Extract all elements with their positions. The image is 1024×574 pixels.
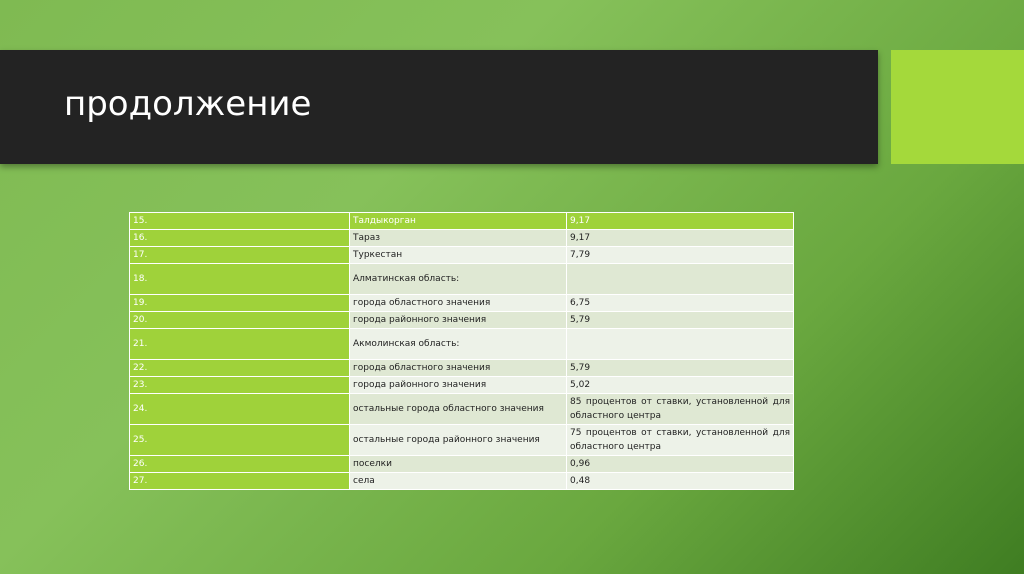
row-number: 24. xyxy=(130,394,350,425)
table-row xyxy=(130,230,794,247)
row-value: 9,17 xyxy=(567,230,794,247)
row-name: города областного значения xyxy=(350,360,567,377)
row-value xyxy=(567,264,794,295)
row-number: 27. xyxy=(130,473,350,490)
table-row xyxy=(130,394,794,425)
row-number: 26. xyxy=(130,456,350,473)
row-name: Талдыкорган xyxy=(350,213,567,230)
table-row xyxy=(130,377,794,394)
row-name: поселки xyxy=(350,456,567,473)
row-name: Акмолинская область: xyxy=(350,329,567,360)
row-value: 75 процентов от ставки, установленной для областного центра xyxy=(567,425,794,456)
row-number: 18. xyxy=(130,264,350,295)
row-value: 0,48 xyxy=(567,473,794,490)
table-row xyxy=(130,264,794,295)
row-value: 5,79 xyxy=(567,312,794,329)
row-number: 19. xyxy=(130,295,350,312)
row-number: 20. xyxy=(130,312,350,329)
row-value: 9,17 xyxy=(567,213,794,230)
row-number: 15. xyxy=(130,213,350,230)
table-row xyxy=(130,312,794,329)
row-name: села xyxy=(350,473,567,490)
row-value: 5,02 xyxy=(567,377,794,394)
row-number: 17. xyxy=(130,247,350,264)
table-row xyxy=(130,213,794,230)
row-value: 0,96 xyxy=(567,456,794,473)
table-row xyxy=(130,456,794,473)
accent-block xyxy=(891,50,1024,164)
table-row xyxy=(130,329,794,360)
row-name: города районного значения xyxy=(350,377,567,394)
table-row xyxy=(130,360,794,377)
row-number: 23. xyxy=(130,377,350,394)
slide-title: продолжение xyxy=(64,84,312,124)
table-row xyxy=(130,425,794,456)
row-name: Алматинская область: xyxy=(350,264,567,295)
row-value xyxy=(567,329,794,360)
row-value: 7,79 xyxy=(567,247,794,264)
row-name: остальные города районного значения xyxy=(350,425,567,456)
row-number: 22. xyxy=(130,360,350,377)
table-row xyxy=(130,295,794,312)
row-name: остальные города областного значения xyxy=(350,394,567,425)
table-row xyxy=(130,247,794,264)
row-name: города областного значения xyxy=(350,295,567,312)
rates-table xyxy=(129,212,791,490)
row-name: города районного значения xyxy=(350,312,567,329)
row-number: 16. xyxy=(130,230,350,247)
row-name: Туркестан xyxy=(350,247,567,264)
row-value: 5,79 xyxy=(567,360,794,377)
row-name: Тараз xyxy=(350,230,567,247)
row-value: 6,75 xyxy=(567,295,794,312)
row-number: 21. xyxy=(130,329,350,360)
row-number: 25. xyxy=(130,425,350,456)
row-value: 85 процентов от ставки, установленной для областного центра xyxy=(567,394,794,425)
table-row xyxy=(130,473,794,490)
